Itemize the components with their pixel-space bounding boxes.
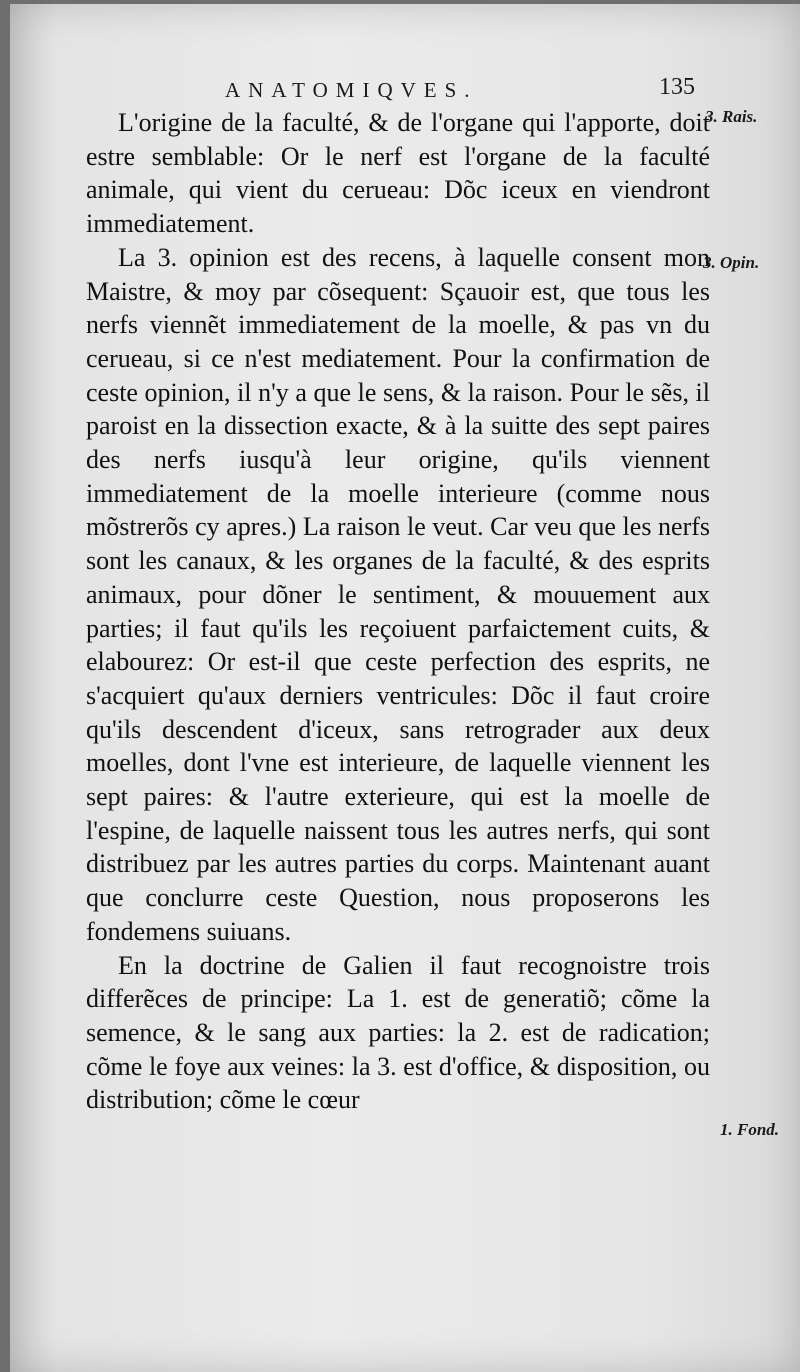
margin-note: 1. Fond. [720,1120,780,1139]
body-text [86,106,710,1117]
margin-note: 3. Opin. [703,253,760,272]
page-number: 135 [659,74,695,100]
running-title: ANATOMIQVES. [225,78,478,102]
paragraph: La 3. opinion est des recens, à laquelle consent mon Maistre, & moy par cõsequent: Sçauoir est, que tous les nerfs viennẽt immediatement de la moelle, & pas vn du cerueau, si ce n'est mediatement. Pour la confirmation de ceste opinion, il n'y a que le sens, & la raison. Pour le sẽs, il paroist en la dissection exacte, & à la suitte des sept paires des nerfs iusqu'à leur origine, qu'ils viennent immediatement de la moelle interieure (comme nous mõstrerõs cy apres.) La raison le veut. Car veu que les nerfs sont les canaux, & les organes de la faculté, & des esprits animaux, pour dõner le sentiment, & mouuement aux parties; il faut qu'ils les reçoiuent parfaictement cuits, & elabourez: Or est-il que ceste perfection des esprits, ne s'acquiert qu'aux derniers ventricules: Dõc il faut croire qu'ils descendent d'iceux, sans retrograder aux deux moelles, dont l'vne est interieure, de laquelle viennent les sept paires: & l'autre exterieure, qui est la moelle de l'espine, de laquelle naissent tous les autres nerfs, qui sont distribuez par les autres parties du corps. Maintenant auant que conclurre ceste Question, nous proposerons les fondemens suiuans. [86,242,710,946]
paragraph: L'origine de la faculté, & de l'organe qui l'apporte, doit estre semblable: Or le nerf est l'organe de la faculté animale, qui vient du cerueau: Dõc iceux en viendront immediatement. [86,108,710,239]
page-header [225,74,705,108]
margin-note: 3. Rais. [705,107,758,126]
paragraph: En la doctrine de Galien il faut recognoistre trois differẽces de principe: La 1. est de generatiõ; cõme la semence, & le sang aux parties: la 2. est de radication; cõme le foye aux veines: la 3. est d'office, & disposition, ou distribution; cõme le cœur [86,950,710,1115]
